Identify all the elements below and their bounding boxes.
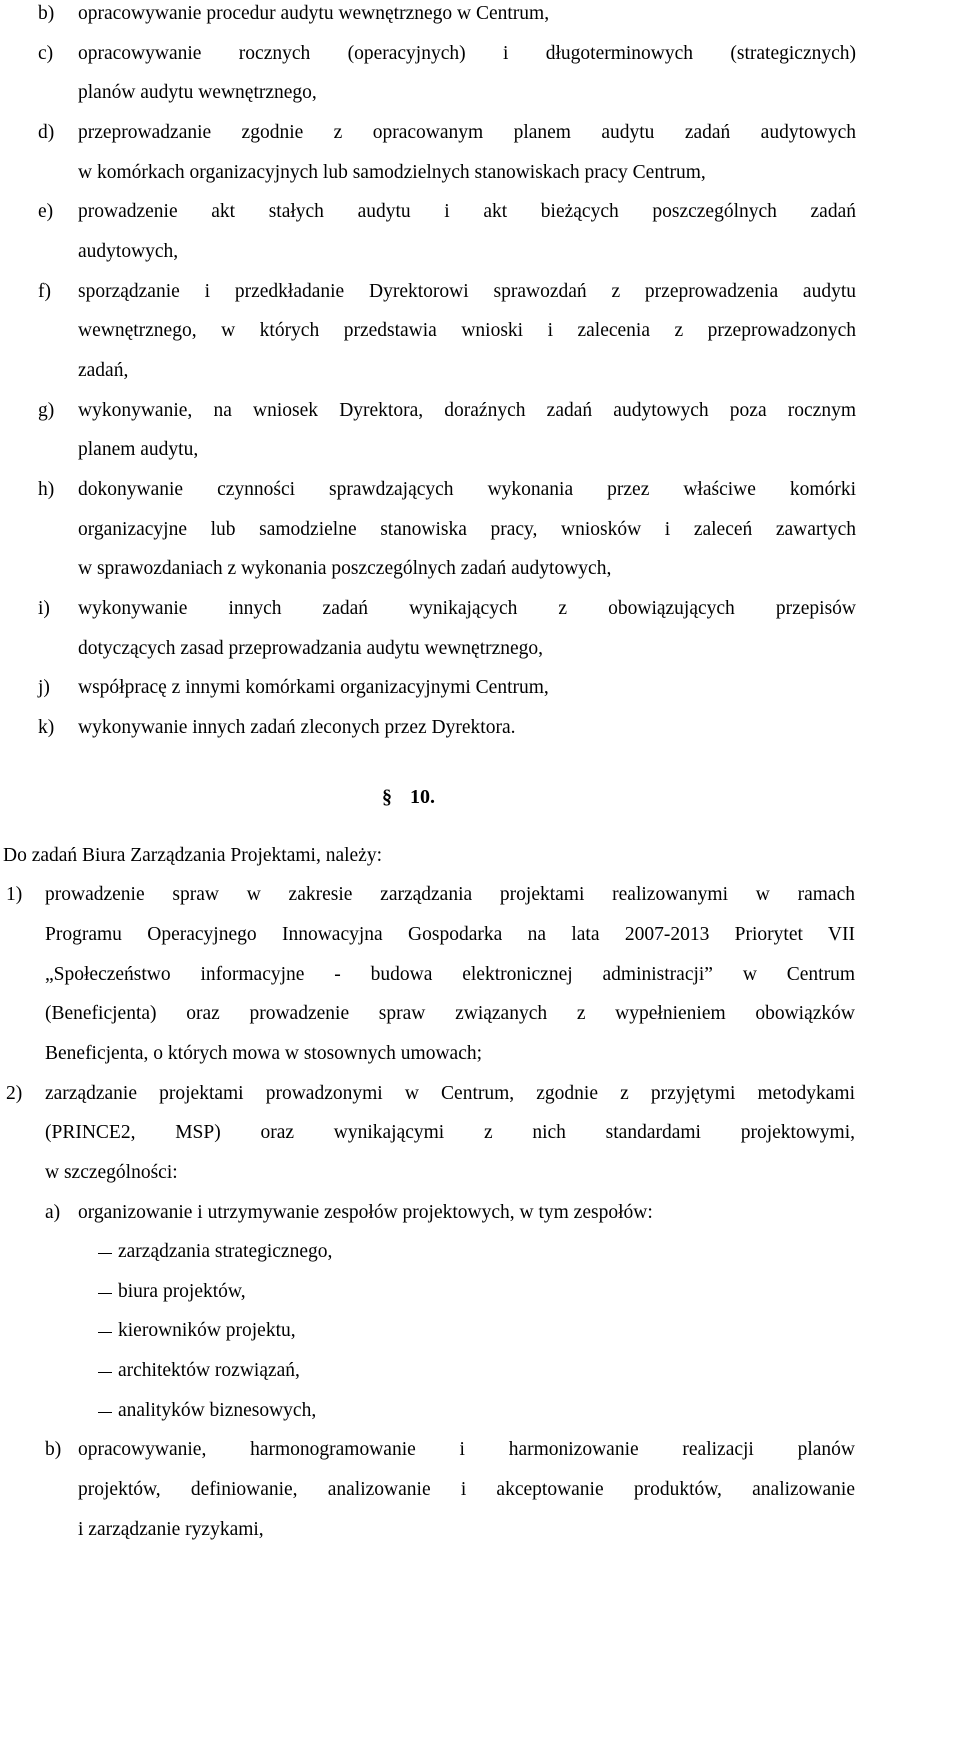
- sub-marker: b): [45, 1439, 62, 1460]
- list-marker: c): [38, 43, 54, 64]
- list-item-text: sporządzanie i przedkładanie Dyrektorowi sprawozdań z przeprowadzenia audytu: [78, 281, 856, 302]
- point-text: (PRINCE2, MSP) oraz wynikającymi z nich standardami projektowymi,: [45, 1122, 855, 1143]
- point-text: zarządzanie projektami prowadzonymi w Centrum, zgodnie z przyjętymi metodykami: [45, 1083, 855, 1104]
- list-item-text: organizacyjne lub samodzielne stanowiska pracy, wniosków i zaleceń zawartych: [78, 519, 856, 540]
- sub-text: opracowywanie, harmonogramowanie i harmonizowanie realizacji planów: [78, 1439, 855, 1460]
- point-text: w szczególności:: [45, 1162, 178, 1183]
- point-marker: 1): [6, 884, 23, 905]
- list-item-text: przeprowadzanie zgodnie z opracowanym planem audytu zadań audytowych: [78, 122, 856, 143]
- point-text: prowadzenie spraw w zakresie zarządzania projektami realizowanymi w ramach: [45, 884, 855, 905]
- list-item-text: wykonywanie innych zadań zleconych przez Dyrektora.: [78, 717, 516, 738]
- list-item-text: wykonywanie, na wniosek Dyrektora, doraźnych zadań audytowych poza rocznym: [78, 400, 856, 421]
- dash-item-text: kierowników projektu,: [118, 1320, 296, 1341]
- point-text: Beneficjenta, o których mowa w stosownych umowach;: [45, 1043, 483, 1064]
- sub-text: organizowanie i utrzymywanie zespołów projektowych, w tym zespołów:: [78, 1202, 653, 1223]
- dash-item-text: zarządzania strategicznego,: [118, 1241, 333, 1262]
- dash-bullet: [98, 1253, 112, 1254]
- section-symbol: §: [382, 786, 392, 808]
- list-item-text: w komórkach organizacyjnych lub samodzielnych stanowiskach pracy Centrum,: [78, 162, 706, 183]
- sub-text: projektów, definiowanie, analizowanie i akceptowanie produktów, analizowanie: [78, 1479, 855, 1500]
- dash-item-text: biura projektów,: [118, 1281, 246, 1302]
- list-marker: k): [38, 717, 55, 738]
- list-marker: d): [38, 122, 55, 143]
- sub-marker: a): [45, 1202, 61, 1223]
- list-marker: g): [38, 400, 55, 421]
- list-marker: e): [38, 201, 54, 222]
- dash-bullet: [98, 1332, 112, 1333]
- point-text: „Społeczeństwo informacyjne - budowa elektronicznej administracji” w Centrum: [45, 964, 855, 985]
- list-marker: j): [38, 677, 50, 698]
- list-marker: f): [38, 281, 51, 302]
- dash-item-text: architektów rozwiązań,: [118, 1360, 300, 1381]
- section-number: 10.: [410, 786, 435, 808]
- point-marker: 2): [6, 1083, 23, 1104]
- section-intro: Do zadań Biura Zarządzania Projektami, należy:: [3, 845, 382, 866]
- list-item-text: opracowywanie procedur audytu wewnętrznego w Centrum,: [78, 3, 550, 24]
- point-text: Programu Operacyjnego Innowacyjna Gospodarka na lata 2007-2013 Priorytet VII: [45, 924, 855, 945]
- list-item-text: planów audytu wewnętrznego,: [78, 82, 317, 103]
- list-marker: b): [38, 3, 55, 24]
- list-item-text: wewnętrznego, w których przedstawia wnioski i zalecenia z przeprowadzonych: [78, 320, 856, 341]
- dash-bullet: [98, 1293, 112, 1294]
- list-item-text: prowadzenie akt stałych audytu i akt bieżących poszczególnych zadań: [78, 201, 856, 222]
- sub-text: i zarządzanie ryzykami,: [78, 1519, 264, 1540]
- list-item-text: audytowych,: [78, 241, 179, 262]
- dash-bullet: [98, 1372, 112, 1373]
- list-item-text: dotyczących zasad przeprowadzania audytu wewnętrznego,: [78, 638, 544, 659]
- list-item-text: dokonywanie czynności sprawdzających wykonania przez właściwe komórki: [78, 479, 856, 500]
- point-text: (Beneficjenta) oraz prowadzenie spraw związanych z wypełnieniem obowiązków: [45, 1003, 855, 1024]
- list-item-text: współpracę z innymi komórkami organizacyjnymi Centrum,: [78, 677, 549, 698]
- list-marker: i): [38, 598, 50, 619]
- list-item-text: wykonywanie innych zadań wynikających z obowiązujących przepisów: [78, 598, 856, 619]
- dash-bullet: [98, 1412, 112, 1413]
- list-item-text: zadań,: [78, 360, 129, 381]
- list-item-text: opracowywanie rocznych (operacyjnych) i długoterminowych (strategicznych): [78, 43, 856, 64]
- list-item-text: planem audytu,: [78, 439, 199, 460]
- list-item-text: w sprawozdaniach z wykonania poszczególnych zadań audytowych,: [78, 558, 612, 579]
- list-marker: h): [38, 479, 55, 500]
- dash-item-text: analityków biznesowych,: [118, 1400, 317, 1421]
